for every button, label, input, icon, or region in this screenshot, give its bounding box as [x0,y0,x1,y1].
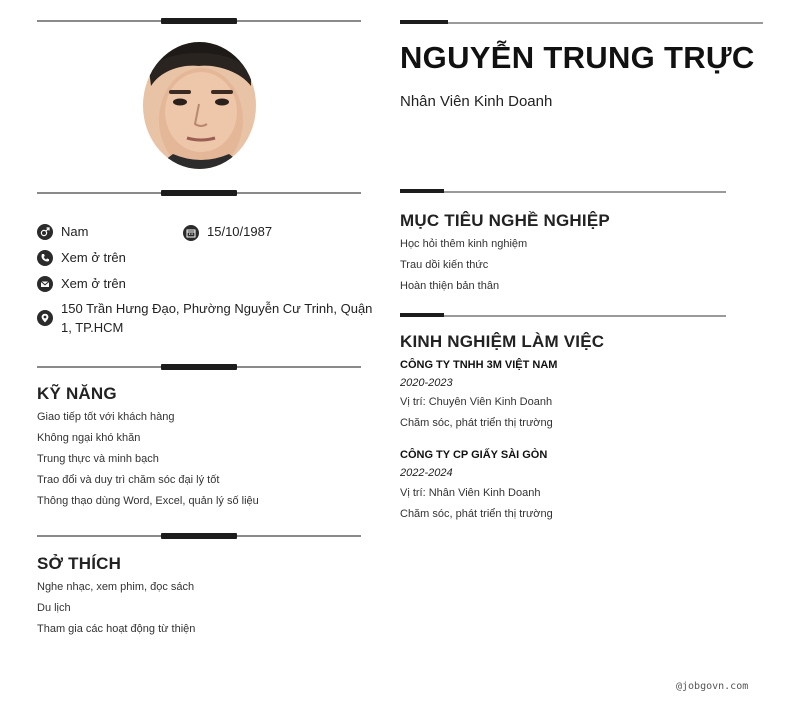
list-item: Trau dồi kiến thức [400,259,489,271]
full-name: NGUYỄN TRUNG TRỰC [400,40,755,75]
list-item: Trao đổi và duy trì chăm sóc đại lý tốt [37,474,220,486]
top-left-divider [37,18,361,24]
experience-title: KINH NGHIỆM LÀM VIỆC [400,332,605,351]
calendar-icon [183,225,199,241]
job-role: Nhân Viên Kinh Doanh [400,93,553,110]
hobbies-divider [37,533,361,539]
list-item: Giao tiếp tốt với khách hàng [37,411,175,423]
gender-value: Nam [61,224,89,239]
skills-divider [37,364,361,370]
list-item: Du lịch [37,602,71,614]
list-item: Học hỏi thêm kinh nghiệm [400,238,528,250]
info-divider [37,190,361,196]
job-duty: Chăm sóc, phát triển thị trường [400,417,553,429]
job-position: Vị trí: Chuyên Viên Kinh Doanh [400,396,553,408]
skills-title: KỸ NĂNG [37,384,117,403]
email-icon [37,276,53,292]
address-line-2: 1, TP.HCM [61,320,124,335]
objective-divider [400,189,726,194]
job-position: Vị trí: Nhân Viên Kinh Doanh [400,487,541,499]
list-item: Nghe nhạc, xem phim, đọc sách [37,581,195,593]
list-item: Thông thạo dùng Word, Excel, quản lý số liệu [37,495,259,507]
phone-icon [37,250,53,266]
email-value: Xem ở trên [61,276,126,291]
birthdate-value: 15/10/1987 [207,224,273,239]
location-pin-icon [37,310,53,326]
list-item: Trung thực và minh bạch [37,453,159,465]
experience-divider [400,313,726,318]
phone-value: Xem ở trên [61,250,126,265]
company-name: CÔNG TY CP GIẤY SÀI GÒN [400,449,548,461]
address-line-1: 150 Trần Hưng Đạo, Phường Nguyễn Cư Trinh, Quận [61,301,373,316]
objective-title: MỤC TIÊU NGHỀ NGHIỆP [400,211,610,230]
list-item: Tham gia các hoạt động từ thiện [37,623,196,635]
list-item: Hoàn thiện bản thân [400,280,500,292]
watermark: @jobgovn.com [676,681,749,692]
gender-icon [37,224,53,240]
job-duty: Chăm sóc, phát triển thị trường [400,508,553,520]
header-divider [400,20,763,25]
job-years: 2022-2024 [400,467,453,479]
hobbies-title: SỞ THÍCH [37,554,122,573]
company-name: CÔNG TY TNHH 3M VIỆT NAM [400,359,558,371]
job-years: 2020-2023 [400,377,453,389]
profile-photo [143,42,256,169]
list-item: Không ngại khó khăn [37,432,141,444]
